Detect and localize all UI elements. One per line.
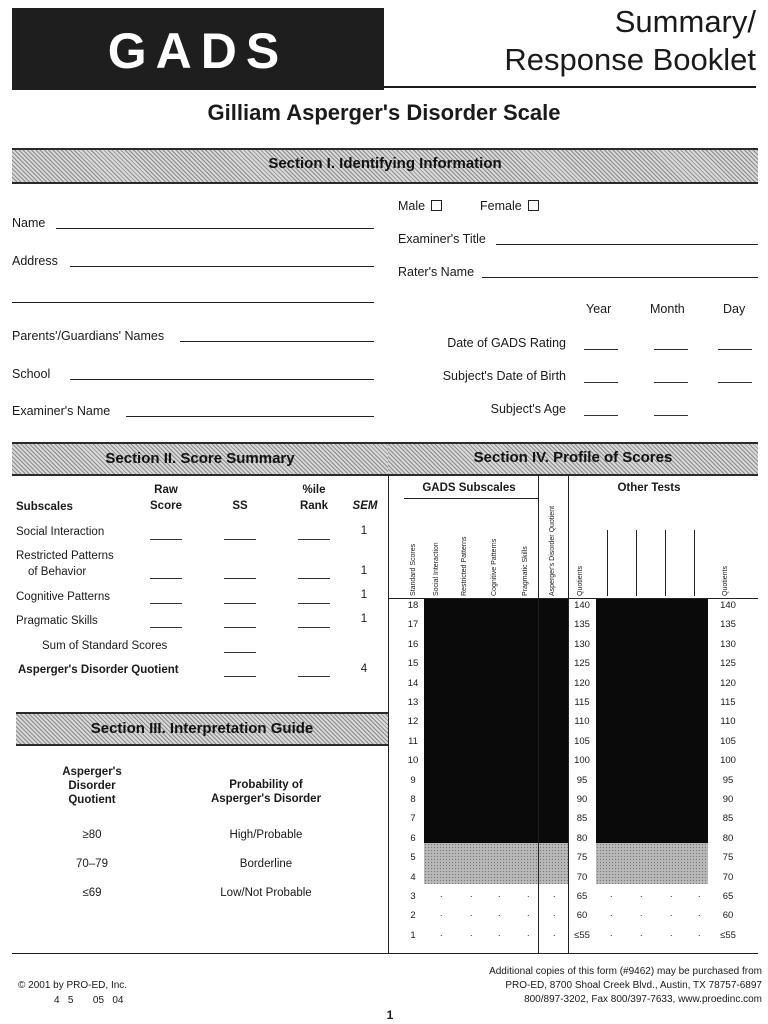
- parents-label: Parents'/Guardians' Names: [12, 329, 165, 343]
- standard-score-label: 1: [410, 929, 416, 941]
- quotient-left-label: 80: [576, 832, 588, 844]
- quotient-right-label: 80: [722, 832, 734, 844]
- plot-dot[interactable]: .: [698, 908, 701, 919]
- bottom-rule: [12, 953, 758, 954]
- standard-score-label: 17: [407, 619, 419, 631]
- copyright: © 2001 by PRO-ED, Inc.: [18, 980, 128, 991]
- standard-score-label: 4: [410, 871, 416, 883]
- quotient-right-label: 135: [720, 619, 736, 631]
- row-restricted-sem: 1: [360, 565, 368, 577]
- quotient-ss-field[interactable]: [224, 676, 256, 677]
- sum-label: Sum of Standard Scores: [42, 640, 168, 652]
- plot-dot[interactable]: .: [498, 908, 501, 919]
- rater-name-label: Rater's Name: [398, 265, 475, 279]
- row-cognitive-pct[interactable]: [298, 603, 330, 604]
- examiner-name-label: Examiner's Name: [12, 404, 111, 418]
- female-option[interactable]: [480, 199, 539, 213]
- standard-score-label: 8: [410, 794, 416, 805]
- quotient-right-label: 95: [722, 774, 734, 786]
- quotient-left-label: 115: [574, 697, 590, 708]
- quotient-left-label: 85: [576, 813, 588, 825]
- row-cognitive-ss[interactable]: [224, 603, 256, 604]
- row-pragmatic-pct[interactable]: [298, 627, 330, 628]
- standard-score-label: 13: [407, 697, 419, 708]
- quotient-sem: 4: [360, 663, 368, 675]
- quotient-pct-field[interactable]: [298, 676, 330, 677]
- dob-month-field[interactable]: [654, 382, 688, 383]
- plot-dot[interactable]: .: [527, 927, 530, 938]
- plot-dot[interactable]: .: [698, 927, 701, 938]
- interp-col1-l1: Asperger's: [62, 766, 122, 778]
- other-gray-zone: [596, 843, 708, 884]
- quotient-right-label: 105: [720, 735, 736, 747]
- plot-dot[interactable]: .: [640, 889, 643, 899]
- plot-dot[interactable]: .: [527, 889, 530, 899]
- rating-year-field[interactable]: [584, 349, 618, 350]
- examiner-name-field[interactable]: [126, 416, 374, 417]
- plot-dot[interactable]: .: [440, 927, 443, 938]
- standard-score-label: 3: [410, 891, 416, 902]
- parents-field[interactable]: [180, 341, 374, 342]
- col-quotients-left: Quotients: [577, 566, 584, 596]
- row-restricted-raw[interactable]: [150, 578, 182, 579]
- row-cognitive-sem: 1: [360, 589, 368, 601]
- interp-row2-prob: Borderline: [239, 858, 293, 870]
- address-field[interactable]: [70, 266, 374, 267]
- standard-score-label: 16: [407, 638, 419, 650]
- col-standard-scores: Standard Scores: [410, 543, 417, 596]
- plot-dot[interactable]: .: [440, 889, 443, 899]
- school-field[interactable]: [70, 379, 374, 380]
- col-quotients-right: Quotients: [722, 566, 729, 596]
- plot-dot[interactable]: .: [670, 908, 673, 919]
- standard-score-label: 9: [410, 774, 416, 786]
- plot-dot[interactable]: .: [470, 927, 473, 938]
- gads-subscales-rule: [404, 498, 538, 499]
- page-number: 1: [386, 1008, 394, 1022]
- plot-dot[interactable]: .: [553, 889, 556, 899]
- quotient-left-label: 135: [574, 619, 590, 631]
- plot-dot[interactable]: .: [670, 927, 673, 938]
- row-restricted-ss[interactable]: [224, 578, 256, 579]
- quotient-right-label: 100: [720, 755, 736, 767]
- row-social-sem: 1: [360, 525, 368, 537]
- day-header: Day: [723, 302, 746, 316]
- name-field[interactable]: [56, 228, 374, 229]
- interp-row1-prob: High/Probable: [229, 829, 303, 841]
- column-divider: [388, 442, 389, 954]
- interp-row3-prob: Low/Not Probable: [220, 887, 312, 899]
- booklet-title-line1: Summary/: [614, 4, 756, 39]
- other-test-line-2: [636, 530, 637, 596]
- sem-header: SEM: [352, 500, 378, 512]
- row-pragmatic-raw[interactable]: [150, 627, 182, 628]
- row-cognitive-label: Cognitive Patterns: [16, 591, 110, 603]
- printing-line: 4 5 05 04: [54, 995, 124, 1006]
- plot-dot[interactable]: .: [640, 927, 643, 938]
- interp-row3-range: ≤69: [82, 887, 102, 899]
- standard-score-label: 2: [410, 910, 416, 922]
- interp-row1-range: ≥80: [82, 829, 102, 841]
- logo-text: GADS: [107, 23, 289, 79]
- plot-dot[interactable]: .: [527, 908, 530, 919]
- quotient-right-label: 140: [720, 600, 736, 611]
- quotient-right-label: 110: [720, 716, 736, 728]
- quotient-right-label: 130: [720, 638, 736, 650]
- interp-col2-l1: Probability of: [229, 779, 303, 791]
- other-tests-header: Other Tests: [617, 482, 681, 494]
- gads-black-zone: [424, 599, 538, 843]
- quotient-left-label: 130: [574, 638, 590, 650]
- row-restricted-pct[interactable]: [298, 578, 330, 579]
- plot-dot[interactable]: .: [498, 889, 501, 899]
- interp-row2-range: 70–79: [76, 858, 108, 870]
- other-test-line-3: [665, 530, 666, 596]
- col-social-interaction: Social Interaction: [433, 542, 440, 596]
- quotient-left-label: 125: [574, 658, 590, 670]
- plot-dot[interactable]: .: [670, 889, 673, 899]
- col-pragmatic-skills: Pragmatic Skills: [522, 546, 529, 596]
- plot-dot[interactable]: .: [440, 908, 443, 919]
- quotient-left-label: 140: [574, 600, 590, 611]
- standard-score-label: 18: [407, 600, 419, 611]
- row-restricted-label: Restricted Patterns: [16, 550, 114, 562]
- name-label: Name: [12, 216, 46, 230]
- plot-dot[interactable]: .: [553, 908, 556, 919]
- age-month-field[interactable]: [654, 415, 688, 416]
- sum-field[interactable]: [224, 652, 256, 653]
- title-rule: [384, 86, 756, 88]
- dob-label: Subject's Date of Birth: [442, 369, 566, 383]
- age-year-field[interactable]: [584, 415, 618, 416]
- col-cognitive-patterns: Cognitive Patterns: [491, 538, 498, 596]
- year-header: Year: [586, 302, 612, 316]
- date-rating-label: Date of GADS Rating: [447, 336, 566, 350]
- plot-dot[interactable]: .: [553, 927, 556, 938]
- rater-name-field[interactable]: [482, 277, 758, 278]
- quotient-left-label: 70: [576, 871, 588, 883]
- quotient-left-label: 110: [574, 716, 590, 728]
- quotient-right-label: ≤55: [720, 929, 736, 941]
- standard-score-label: 14: [407, 677, 419, 689]
- gads-gray-zone: [424, 843, 538, 884]
- interp-col1-l3: Quotient: [68, 794, 116, 806]
- plot-dot[interactable]: .: [640, 908, 643, 919]
- male-option[interactable]: [398, 199, 442, 213]
- quotient-right-label: 65: [722, 891, 734, 902]
- col-restricted-patterns: Restricted Patterns: [461, 536, 468, 596]
- quotient-left-label: 90: [576, 794, 588, 805]
- quotient-left-label: 60: [576, 910, 588, 922]
- section4-title: Section IV. Profile of Scores: [473, 449, 673, 466]
- month-header: Month: [650, 302, 685, 316]
- row-restricted-label-2: of Behavior: [28, 566, 87, 578]
- row-pragmatic-sem: 1: [360, 613, 368, 625]
- pct-header-2: Rank: [299, 500, 329, 512]
- additional-copies-line2: PRO-ED, 8700 Shoal Creek Blvd., Austin, TX 78757-6897: [505, 980, 762, 991]
- quotient-left-label: 105: [574, 735, 590, 747]
- interp-col2-l2: Asperger's Disorder: [210, 793, 322, 805]
- other-black-zone: [596, 599, 708, 843]
- quotient-label: Asperger's Disorder Quotient: [18, 664, 179, 676]
- quotient-left-label: 120: [574, 677, 590, 689]
- plot-dot[interactable]: .: [698, 889, 701, 899]
- address-field-2[interactable]: [12, 302, 374, 303]
- plot-dot[interactable]: .: [610, 927, 613, 938]
- row-social-ss[interactable]: [224, 539, 256, 540]
- plot-dot[interactable]: .: [610, 908, 613, 919]
- raw-header-2: Score: [150, 500, 182, 512]
- subscales-header: Subscales: [16, 501, 73, 513]
- row-pragmatic-ss[interactable]: [224, 627, 256, 628]
- interp-col1-l2: Disorder: [68, 780, 116, 792]
- quotient-right-label: 60: [722, 910, 734, 922]
- dob-day-field[interactable]: [718, 382, 752, 383]
- other-test-line-4: [694, 530, 695, 596]
- standard-score-label: 15: [407, 658, 419, 670]
- female-label: Female: [480, 199, 522, 213]
- plot-dot[interactable]: .: [610, 889, 613, 899]
- col-adq: Asperger's Disorder Quotient: [549, 505, 556, 596]
- row-social-label: Social Interaction: [16, 526, 105, 538]
- pct-header-1: %ile: [302, 484, 326, 496]
- standard-score-label: 12: [407, 716, 419, 728]
- section1-title: Section I. Identifying Information: [268, 155, 502, 172]
- quotient-right-label: 90: [722, 794, 734, 805]
- adq-gray-zone: [539, 843, 568, 884]
- booklet-title-line2: Response Booklet: [504, 42, 756, 77]
- row-social-raw[interactable]: [150, 539, 182, 540]
- standard-score-label: 7: [410, 813, 416, 825]
- quotient-right-label: 125: [720, 658, 736, 670]
- rating-day-field[interactable]: [718, 349, 752, 350]
- school-label: School: [12, 367, 51, 381]
- row-pragmatic-label: Pragmatic Skills: [16, 615, 98, 627]
- adq-black-zone: [539, 599, 568, 843]
- plot-dot[interactable]: .: [498, 927, 501, 938]
- quotient-left-label: 75: [576, 852, 588, 864]
- quotient-right-label: 120: [720, 677, 736, 689]
- standard-score-label: 6: [410, 832, 416, 844]
- rating-month-field[interactable]: [654, 349, 688, 350]
- female-checkbox[interactable]: [528, 200, 539, 211]
- standard-score-label: 10: [407, 755, 419, 767]
- male-checkbox[interactable]: [431, 200, 442, 211]
- quotient-left-label: 95: [576, 774, 588, 786]
- ss-header: SS: [232, 500, 248, 512]
- plot-dot[interactable]: .: [470, 889, 473, 899]
- quotient-right-label: 75: [722, 852, 734, 864]
- row-social-pct[interactable]: [298, 539, 330, 540]
- quotient-right-label: 115: [720, 697, 736, 708]
- section2-title: Section II. Score Summary: [105, 450, 295, 467]
- row-cognitive-raw[interactable]: [150, 603, 182, 604]
- male-label: Male: [398, 199, 426, 213]
- quotient-left-label: ≤55: [574, 929, 590, 941]
- page-title: Gilliam Asperger's Disorder Scale: [207, 100, 561, 125]
- examiner-title-label: Examiner's Title: [398, 232, 486, 246]
- gads-subscales-header: GADS Subscales: [422, 482, 516, 494]
- age-label: Subject's Age: [490, 402, 566, 416]
- dob-year-field[interactable]: [584, 382, 618, 383]
- quotient-left-label: 65: [576, 891, 588, 902]
- quotient-right-label: 70: [722, 871, 734, 883]
- quotient-right-label: 85: [722, 813, 734, 825]
- plot-dot[interactable]: .: [470, 908, 473, 919]
- standard-score-label: 5: [410, 852, 416, 864]
- standard-score-label: 11: [408, 735, 418, 747]
- examiner-title-field[interactable]: [496, 244, 758, 245]
- additional-copies-line1: Additional copies of this form (#9462) may be purchased from: [489, 966, 762, 977]
- other-test-line-1: [607, 530, 608, 596]
- quotient-left-label: 100: [574, 755, 590, 767]
- section3-title: Section III. Interpretation Guide: [90, 720, 314, 737]
- raw-header-1: Raw: [154, 484, 178, 496]
- address-label: Address: [12, 254, 58, 268]
- additional-copies-line3: 800/897-3202, Fax 800/397-7633, www.proedinc.com: [524, 994, 762, 1005]
